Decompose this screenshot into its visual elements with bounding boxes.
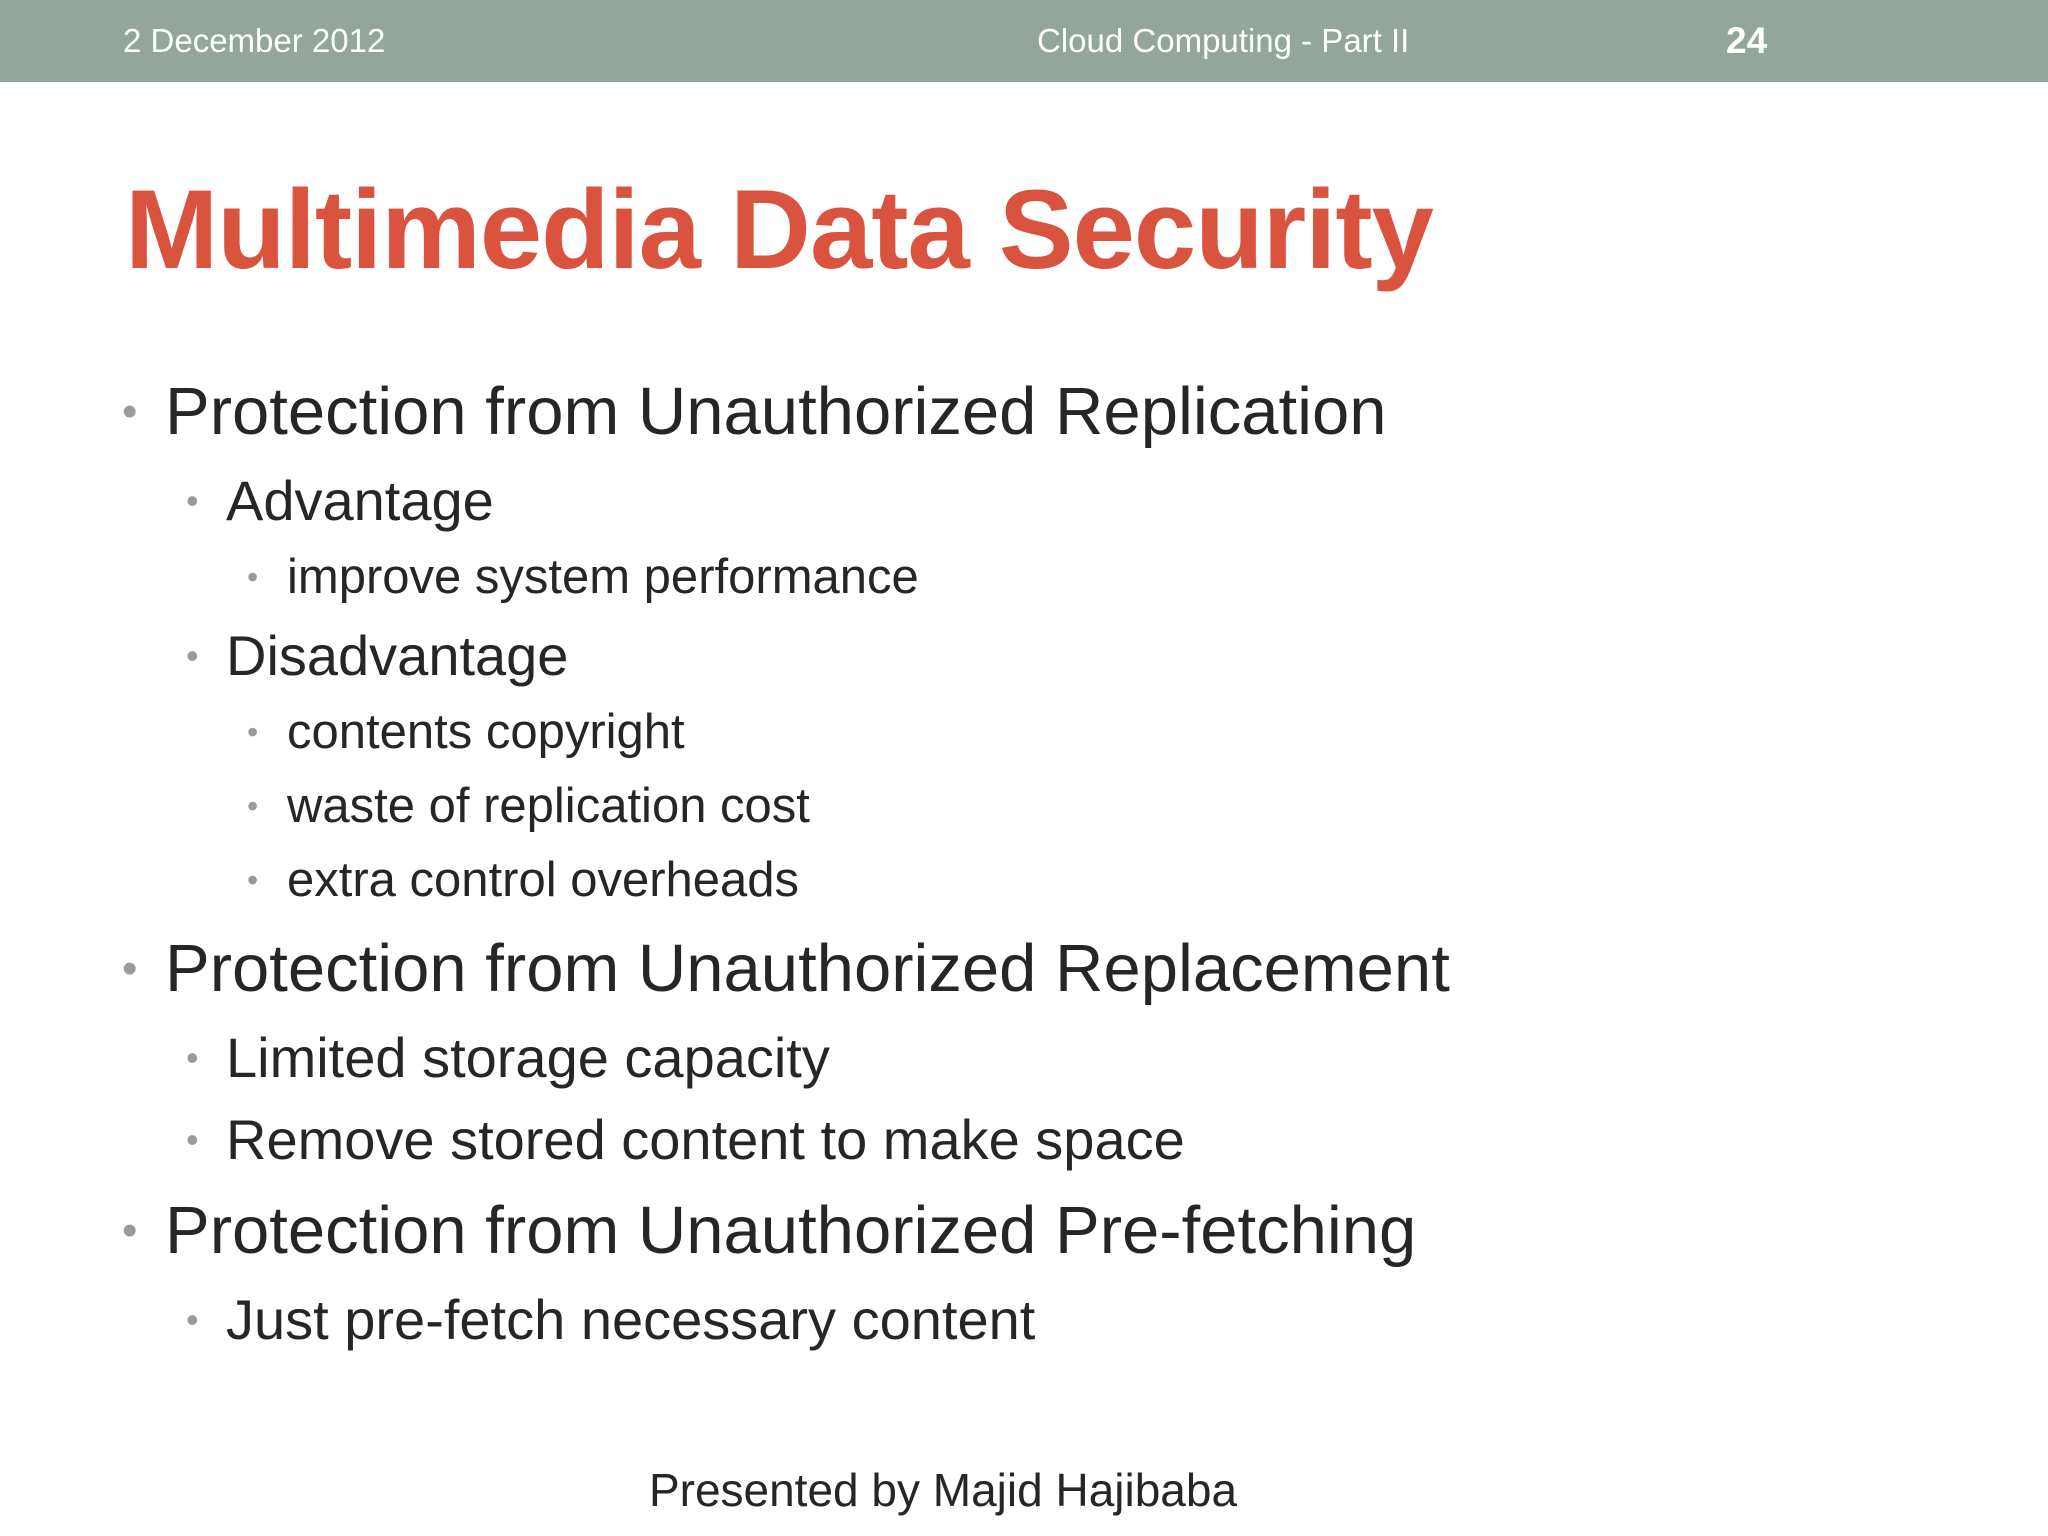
bullet-item xyxy=(247,776,810,836)
presenter-credit: Presented by Majid Hajibaba xyxy=(648,1464,1238,1516)
bullet-item xyxy=(186,1106,1185,1174)
bullet-text: contents copyright xyxy=(287,705,685,759)
bullet-text: extra control overheads xyxy=(287,853,800,907)
bullet-text: Remove stored content to make space xyxy=(226,1108,1185,1171)
bullet-icon: • xyxy=(122,944,138,993)
bullet-item xyxy=(247,547,919,607)
bullet-text: Limited storage capacity xyxy=(226,1026,830,1089)
bullet-text: Protection from Unauthorized Replication xyxy=(165,374,1387,449)
header-date: 2 December 2012 xyxy=(123,22,386,59)
bullet-item xyxy=(186,622,569,690)
slide-title: Multimedia Data Security xyxy=(125,167,1433,292)
header-title: Cloud Computing - Part II xyxy=(1037,22,1410,59)
bullet-text: Disadvantage xyxy=(226,624,569,687)
bullet-icon: • xyxy=(186,1037,199,1078)
bullet-text: Protection from Unauthorized Replacement xyxy=(165,931,1450,1006)
bullet-item xyxy=(247,702,685,762)
bullet-icon: • xyxy=(186,1299,199,1340)
bullet-icon: • xyxy=(247,862,259,898)
bullet-icon: • xyxy=(122,387,138,436)
bullet-item xyxy=(122,1191,1417,1271)
bullet-item xyxy=(186,467,494,535)
bullet-item xyxy=(186,1286,1036,1354)
bullet-text: waste of replication cost xyxy=(287,779,810,833)
bullet-text: Advantage xyxy=(226,469,494,532)
bullet-icon: • xyxy=(186,635,199,676)
header-bar xyxy=(0,0,2048,82)
bullet-text: Just pre-fetch necessary content xyxy=(226,1288,1036,1351)
bullet-item xyxy=(186,1024,830,1092)
bullet-icon: • xyxy=(122,1206,138,1255)
page-number: 24 xyxy=(1726,20,1768,61)
bullet-item xyxy=(122,372,1387,452)
bullet-text: Protection from Unauthorized Pre-fetching xyxy=(165,1193,1417,1268)
bullet-text: improve system performance xyxy=(287,550,919,604)
footer xyxy=(0,1462,2048,1518)
bullet-item xyxy=(247,850,800,910)
bullet-icon: • xyxy=(247,714,259,750)
bullet-icon: • xyxy=(186,480,199,521)
bullet-icon: • xyxy=(186,1119,199,1160)
bullet-icon: • xyxy=(247,788,259,824)
bullet-icon: • xyxy=(247,559,259,595)
bullet-item xyxy=(122,929,1450,1009)
